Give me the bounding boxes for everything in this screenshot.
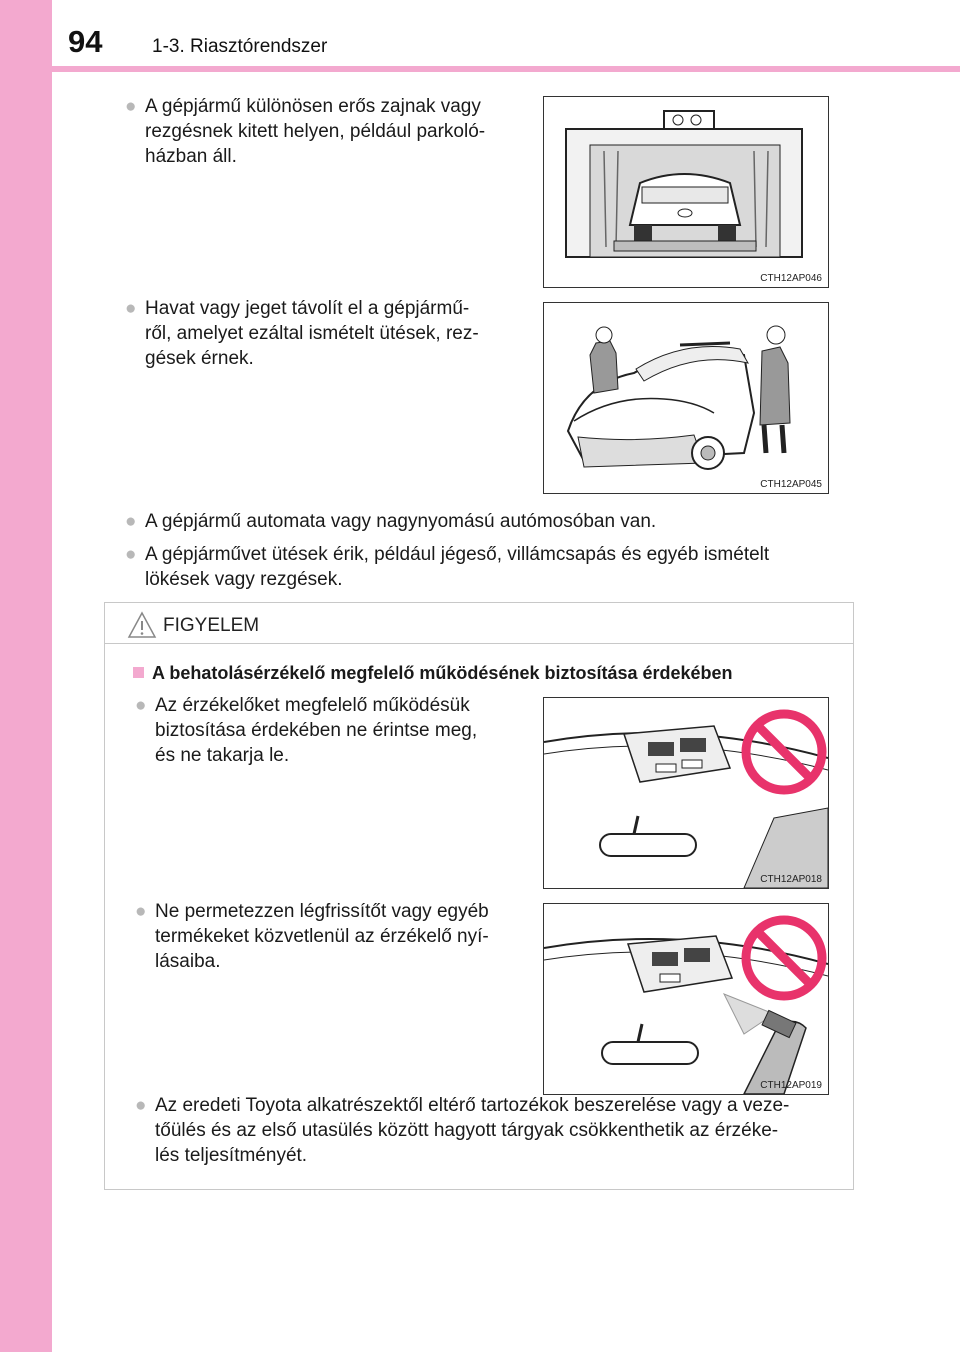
item-line: és ne takarja le. [155, 745, 290, 766]
snow-removal-illustration [544, 303, 828, 493]
figure-sensor-touch [543, 697, 829, 889]
list-item-carwash [125, 509, 855, 534]
list-item-impacts [125, 542, 855, 592]
item-line: gések érnek. [145, 348, 254, 369]
figure-parking-garage [543, 96, 829, 288]
bullet-icon: ● [135, 1095, 147, 1116]
sensor-touch-illustration [544, 698, 828, 888]
square-bullet-icon [133, 667, 144, 678]
bullet-icon: ● [125, 298, 137, 319]
figure-snow-removal [543, 302, 829, 494]
item-line: ről, amelyet ezáltal ismételt ütések, rez- [145, 323, 479, 344]
figure-code: CTH12AP019 [760, 1080, 822, 1091]
item-line: A gépjárművet ütések érik, például jégeső, villámcsapás és egyéb ismételt [145, 544, 770, 565]
warning-head-rule [105, 643, 853, 644]
item-line: lökések vagy rezgések. [145, 569, 343, 590]
list-item-parking [125, 94, 522, 169]
item-line: termékeket közvetlenül az érzékelő nyí- [155, 926, 489, 947]
warning-item-accessories [135, 1093, 841, 1168]
chapter-title: 1-3. Riasztórendszer [152, 36, 328, 57]
page-number: 94 [68, 24, 103, 59]
item-line: lés teljesítményét. [155, 1145, 308, 1166]
item-line: lásaiba. [155, 951, 221, 972]
warning-triangle-icon [127, 611, 157, 639]
warning-item-touch [135, 693, 523, 768]
item-line: Az érzékelőket megfelelő működésük [155, 695, 470, 716]
bullet-icon: ● [125, 544, 137, 565]
bullet-icon: ● [135, 901, 147, 922]
figure-sensor-spray [543, 903, 829, 1095]
side-color-strip [0, 0, 52, 1352]
item-line: A gépjármű különösen erős zajnak vagy [145, 96, 481, 117]
bullet-icon: ● [135, 695, 147, 716]
figure-code: CTH12AP046 [760, 273, 822, 284]
item-line: tőülés és az első utasülés között hagyott tárgyak csökkenthetik az érzéke- [155, 1120, 779, 1141]
item-line: biztosítása érdekében ne érintse meg, [155, 720, 478, 741]
warning-subtitle [133, 663, 733, 684]
item-line: házban áll. [145, 146, 237, 167]
item-line: Ne permetezzen légfrissítőt vagy egyéb [155, 901, 489, 922]
warning-item-spray [135, 899, 523, 974]
sensor-spray-illustration [544, 904, 828, 1094]
bullet-icon: ● [125, 511, 137, 532]
figure-code: CTH12AP018 [760, 874, 822, 885]
item-line: Az eredeti Toyota alkatrészektől eltérő tartozékok beszerelése vagy a veze- [155, 1095, 790, 1116]
item-line: Havat vagy jeget távolít el a gépjármű- [145, 298, 470, 319]
parking-garage-illustration [544, 97, 828, 287]
warning-subtitle-text: A behatolásérzékelő megfelelő működésének biztosítása érdekében [152, 663, 733, 683]
bullet-icon: ● [125, 96, 137, 117]
figure-code: CTH12AP045 [760, 479, 822, 490]
header-rule [52, 66, 960, 72]
item-line: rezgésnek kitett helyen, például parkoló- [145, 121, 486, 142]
warning-box [104, 602, 854, 1190]
item-line: A gépjármű automata vagy nagynyomású autómosóban van. [145, 511, 657, 532]
warning-title: FIGYELEM [163, 615, 260, 636]
list-item-snow [125, 296, 522, 371]
